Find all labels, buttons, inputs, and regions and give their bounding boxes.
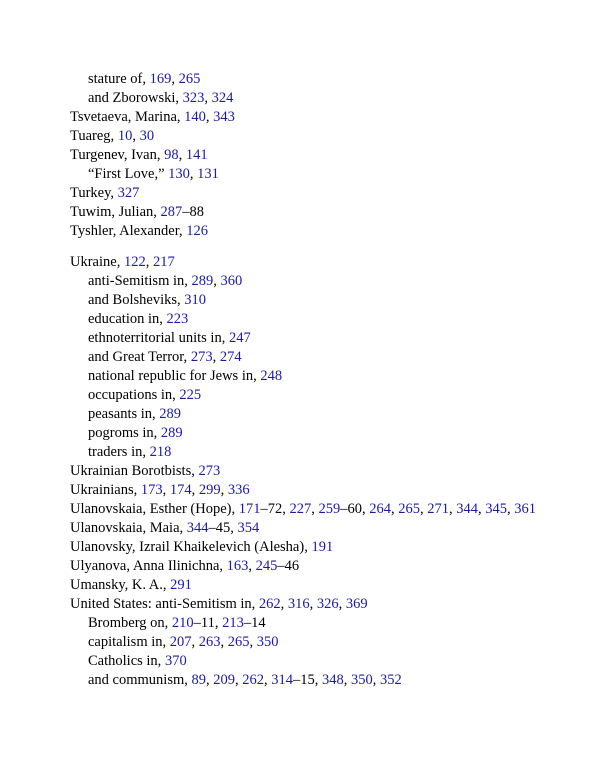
page-range-text: –72, [260, 501, 290, 517]
page-link[interactable]: 259 [318, 501, 341, 517]
index-term: occupations in, [88, 387, 180, 403]
index-subentry [70, 405, 590, 424]
page-link[interactable]: 131 [197, 166, 219, 182]
index-subentry [70, 671, 590, 690]
index-entry [70, 203, 590, 222]
page-link[interactable]: 360 [220, 273, 243, 289]
page-range-text: –45, [208, 520, 238, 536]
index-entry [70, 108, 590, 127]
page-range-text: , [145, 254, 153, 270]
page-range-text: , [205, 109, 214, 125]
page-link[interactable]: 122 [123, 254, 146, 270]
index-term: anti-Semitism in, [88, 273, 192, 289]
page-link[interactable]: 30 [139, 128, 155, 144]
page-range-text: , [419, 501, 428, 517]
page-link[interactable]: 326 [316, 596, 339, 612]
page-link[interactable]: 273 [190, 349, 213, 365]
index-entry [70, 595, 590, 614]
page-range-text: –60, [340, 501, 370, 517]
page-link[interactable]: 323 [182, 90, 205, 106]
page-range-text: , [506, 501, 515, 517]
page-link[interactable]: 225 [179, 387, 202, 403]
index-term: peasants in, [88, 406, 160, 422]
index-term: Tyshler, Alexander, [70, 223, 187, 239]
page-link[interactable]: 310 [184, 292, 207, 308]
index-term: national republic for Jews in, [88, 368, 261, 384]
index-term: Ulanovskaia, Maia, [70, 520, 187, 536]
page-range-text: , [248, 558, 256, 574]
page-link[interactable]: 209 [213, 672, 236, 688]
page-link[interactable]: 265 [398, 501, 420, 517]
page-link[interactable]: 370 [164, 653, 187, 669]
page-link[interactable]: 344 [456, 501, 478, 517]
index-entry [70, 253, 590, 272]
page-link[interactable]: 343 [213, 109, 235, 125]
index-term: Turkey, [70, 185, 118, 201]
page-link[interactable]: 262 [258, 596, 281, 612]
index-entry [70, 481, 590, 500]
index-term: United States: anti-Semitism in, [70, 596, 259, 612]
page-link[interactable]: 210 [171, 615, 194, 631]
index-subentry [70, 652, 590, 671]
page-link[interactable]: 169 [149, 71, 172, 87]
index-entry [70, 222, 590, 241]
page-range-text: , [204, 90, 212, 106]
index-term: Turgenev, Ivan, [70, 147, 165, 163]
page-link[interactable]: 262 [242, 672, 265, 688]
index-subentry [70, 89, 590, 108]
page-range-text: , [390, 501, 399, 517]
page-link[interactable]: 227 [289, 501, 312, 517]
index-subentry [70, 272, 590, 291]
page-link[interactable]: 314 [271, 672, 294, 688]
page-range-text: , [264, 672, 272, 688]
page-link[interactable]: 369 [345, 596, 368, 612]
page-range-text: –88 [182, 204, 205, 220]
index-term: and Zborowski, [88, 90, 183, 106]
index-subentry [70, 424, 590, 443]
page-link[interactable]: 348 [322, 672, 344, 688]
index-entry [70, 146, 590, 165]
index-term: and communism, [88, 672, 192, 688]
page-link[interactable]: 141 [185, 147, 208, 163]
page-link[interactable]: 247 [228, 330, 251, 346]
page-range-text: , [311, 501, 319, 517]
index-term: Bromberg on, [88, 615, 172, 631]
index-term: Ukrainians, [70, 482, 141, 498]
index-term: Tuwim, Julian, [70, 204, 161, 220]
page-range-text: , [213, 273, 221, 289]
index-subentry [70, 348, 590, 367]
page-link[interactable]: 354 [237, 520, 260, 536]
page-link[interactable]: 265 [227, 634, 250, 650]
page-link[interactable]: 207 [169, 634, 192, 650]
index-subentry [70, 70, 590, 89]
page-link[interactable]: 126 [186, 223, 208, 239]
page-link[interactable]: 217 [152, 254, 175, 270]
index-term: and Great Terror, [88, 349, 191, 365]
page-range-text: , [132, 128, 140, 144]
page-link[interactable]: 273 [198, 463, 221, 479]
page-link[interactable]: 271 [427, 501, 449, 517]
page-range-text: , [171, 71, 179, 87]
page-link[interactable]: 10 [117, 128, 133, 144]
index-subentry [70, 165, 590, 184]
index-list [70, 70, 590, 690]
index-subentry [70, 614, 590, 633]
page-range-text: , [191, 482, 199, 498]
page-link[interactable]: 299 [198, 482, 221, 498]
index-term: stature of, [88, 71, 150, 87]
page-link[interactable]: 316 [287, 596, 310, 612]
index-term: Umansky, K. A., [70, 577, 171, 593]
page-link[interactable]: 173 [140, 482, 163, 498]
page-link[interactable]: 287 [160, 204, 183, 220]
index-subentry [70, 329, 590, 348]
page-range-text: , [162, 482, 170, 498]
page-link[interactable]: 265 [178, 71, 201, 87]
page-range-text: , [220, 482, 228, 498]
page-link[interactable]: 361 [514, 501, 536, 517]
page-link[interactable]: 171 [238, 501, 261, 517]
page-link[interactable]: 98 [164, 147, 179, 163]
index-term: Tuareg, [70, 128, 118, 144]
page-link[interactable]: 89 [191, 672, 207, 688]
page-range-text: , [448, 501, 457, 517]
page-link[interactable]: 263 [198, 634, 221, 650]
index-term: pogroms in, [88, 425, 161, 441]
page-link[interactable]: 289 [160, 425, 183, 441]
page-link[interactable]: 324 [211, 90, 234, 106]
index-subentry [70, 310, 590, 329]
index-entry [70, 557, 590, 576]
index-term: education in, [88, 311, 167, 327]
page-range-text: , [212, 349, 220, 365]
index-subentry [70, 443, 590, 462]
index-term: Ukraine, [70, 254, 124, 270]
index-entry [70, 538, 590, 557]
page-link[interactable]: 291 [170, 577, 192, 593]
page-range-text: , [206, 672, 214, 688]
page-range-text: , [372, 672, 381, 688]
page-range-text: , [189, 166, 198, 182]
page-link[interactable]: 344 [186, 520, 209, 536]
page-link[interactable]: 130 [168, 166, 190, 182]
index-entry [70, 519, 590, 538]
index-term: and Bolsheviks, [88, 292, 185, 308]
page-link[interactable]: 264 [369, 501, 391, 517]
page-link[interactable]: 223 [166, 311, 189, 327]
index-term: ethnoterritorial units in, [88, 330, 229, 346]
page-link[interactable]: 218 [149, 444, 172, 460]
page-range-text: –46 [277, 558, 300, 574]
page-link[interactable]: 174 [169, 482, 192, 498]
index-term: traders in, [88, 444, 150, 460]
index-term: Ulyanova, Anna Ilinichna, [70, 558, 227, 574]
page-range-text: , [249, 634, 257, 650]
index-subentry [70, 367, 590, 386]
page-range-text: , [280, 596, 288, 612]
page-link[interactable]: 274 [219, 349, 242, 365]
index-entry [70, 576, 590, 595]
page-range-text: , [235, 672, 243, 688]
page-link[interactable]: 245 [255, 558, 278, 574]
page-range-text: –11, [193, 615, 223, 631]
index-term: Ukrainian Borotbists, [70, 463, 199, 479]
index-term: Tsvetaeva, Marina, [70, 109, 185, 125]
page-link[interactable]: 248 [260, 368, 283, 384]
index-subentry [70, 633, 590, 652]
page-link[interactable]: 350 [351, 672, 373, 688]
index-term: Ulanovsky, Izrail Khaikelevich (Alesha), [70, 539, 312, 555]
page-link[interactable]: 336 [227, 482, 250, 498]
page-range-text: , [477, 501, 486, 517]
index-term: “First Love,” [88, 166, 169, 182]
page-range-text: , [220, 634, 228, 650]
index-term: Catholics in, [88, 653, 165, 669]
page-link[interactable]: 163 [226, 558, 249, 574]
index-term: capitalism in, [88, 634, 170, 650]
page-link[interactable]: 327 [117, 185, 140, 201]
page-link[interactable]: 352 [380, 672, 402, 688]
page-link[interactable]: 191 [311, 539, 334, 555]
page-link[interactable]: 345 [485, 501, 507, 517]
page-range-text: , [343, 672, 352, 688]
page-range-text: , [178, 147, 186, 163]
index-subentry [70, 291, 590, 310]
page-link[interactable]: 140 [184, 109, 206, 125]
index-subentry [70, 386, 590, 405]
page-range-text: –14 [243, 615, 266, 631]
page-range-text: , [338, 596, 346, 612]
page-range-text: –15, [293, 672, 323, 688]
index-entry [70, 184, 590, 203]
index-entry [70, 127, 590, 146]
page-link[interactable]: 213 [222, 615, 244, 631]
index-entry [70, 500, 590, 519]
index-entry [70, 462, 590, 481]
page-link[interactable]: 289 [159, 406, 182, 422]
page-link[interactable]: 289 [191, 273, 214, 289]
page-range-text: , [191, 634, 199, 650]
page-range-text: , [309, 596, 317, 612]
page-link[interactable]: 350 [256, 634, 279, 650]
index-term: Ulanovskaia, Esther (Hope), [70, 501, 239, 517]
